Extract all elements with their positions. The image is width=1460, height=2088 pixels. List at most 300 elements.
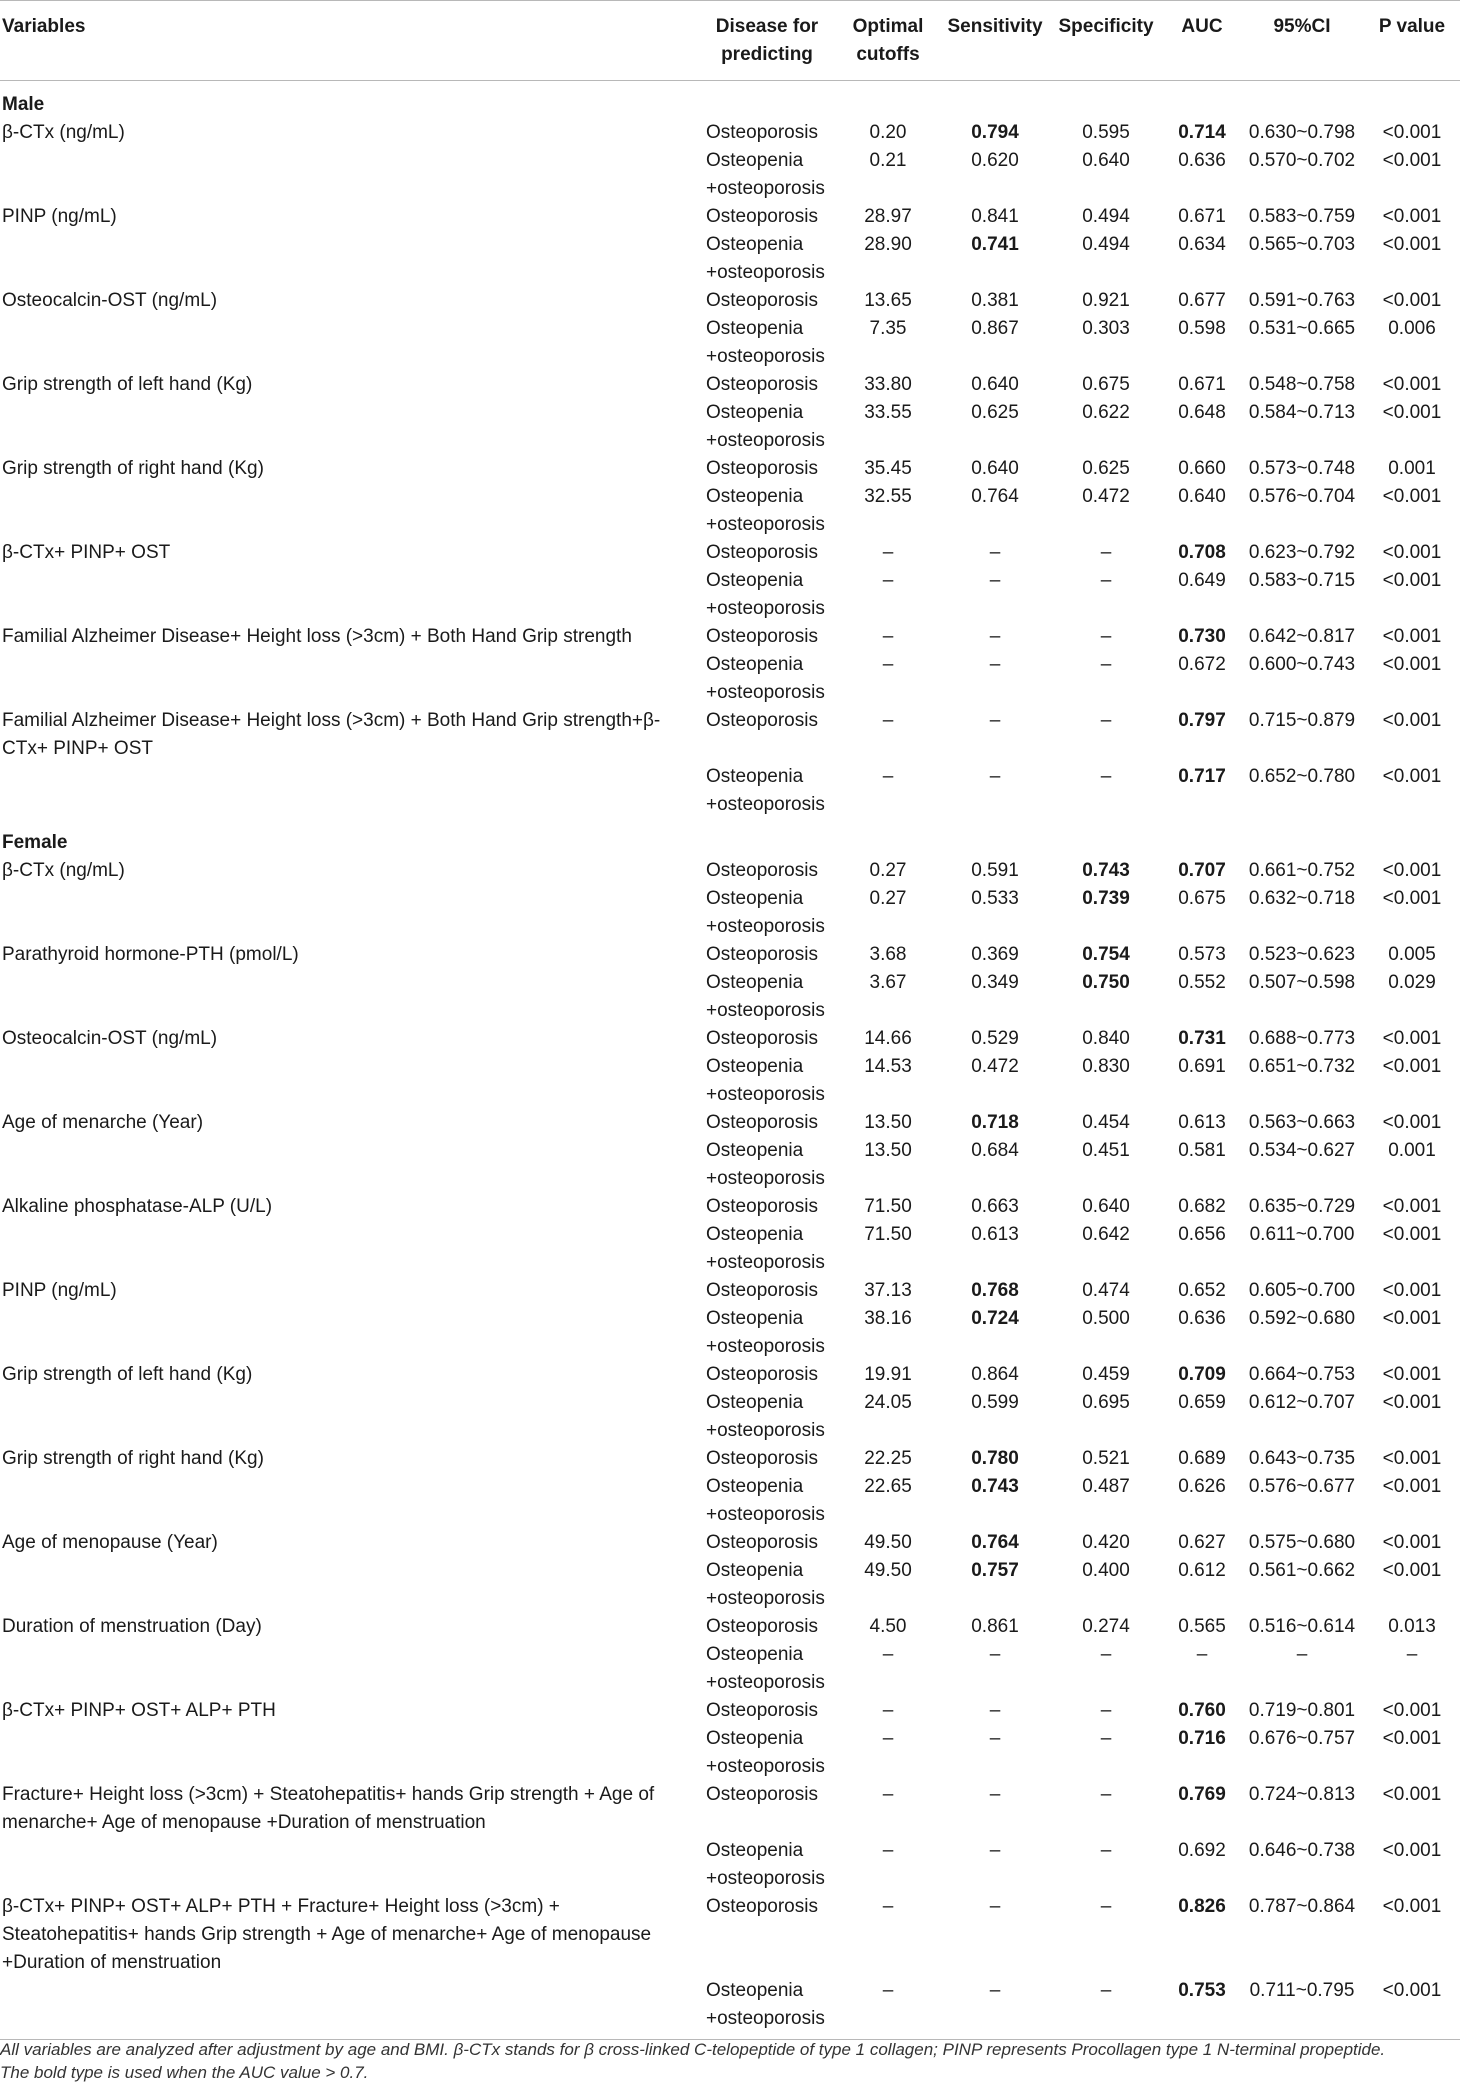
auc-cell: 0.826 (1178, 1896, 1226, 1917)
auc-cell: 0.626 (1178, 1476, 1226, 1497)
auc-cell: 0.671 (1178, 374, 1226, 395)
auc-cell: 0.753 (1164, 1977, 1240, 2040)
table-row (0, 287, 1460, 315)
ci-cell: 0.787~0.864 (1248, 1896, 1356, 1917)
cutoff-cell: 37.13 (864, 1280, 912, 1301)
p-value-cell: 0.013 (1388, 1616, 1436, 1637)
auc-cell: 0.648 (1178, 402, 1226, 423)
variable-cell: Grip strength of right hand (Kg) (2, 1448, 264, 1469)
specificity-cell: 0.472 (1082, 486, 1130, 507)
ci-cell: 0.592~0.680 (1248, 1308, 1356, 1329)
cutoff-cell: – (882, 570, 894, 591)
disease-cell: Osteoporosis (706, 374, 818, 395)
specificity-cell: 0.642 (1082, 1224, 1130, 1245)
sensitivity-cell: 0.861 (971, 1616, 1019, 1637)
ci-cell: 0.584~0.713 (1248, 402, 1356, 423)
cutoff-cell: 32.55 (864, 486, 912, 507)
ci-cell: 0.575~0.680 (1248, 1532, 1356, 1553)
variable-cell (0, 763, 700, 819)
auc-cell: 0.636 (1178, 1308, 1226, 1329)
disease-cell: Osteoporosis (706, 1028, 818, 1049)
ci-cell: 0.635~0.729 (1248, 1196, 1356, 1217)
variable-cell: Grip strength of left hand (Kg) (2, 374, 253, 395)
p-value-cell: <0.001 (1382, 1532, 1442, 1553)
table-row (0, 1361, 1460, 1389)
sensitivity-cell: 0.640 (971, 458, 1019, 479)
variable-cell: β-CTx+ PINP+ OST+ ALP+ PTH (2, 1700, 276, 1721)
table-row (0, 1781, 1460, 1837)
table-row (0, 1445, 1460, 1473)
table-row (0, 1025, 1460, 1053)
sensitivity-cell: 0.864 (971, 1364, 1019, 1385)
specificity-cell: 0.494 (1082, 234, 1130, 255)
disease-cell: Osteopenia +osteoporosis (706, 1140, 825, 1189)
table-row (0, 763, 1460, 819)
variable-cell: PINP (ng/mL) (2, 206, 117, 227)
specificity-cell: 0.454 (1082, 1112, 1130, 1133)
p-value-cell: 0.006 (1388, 318, 1436, 339)
disease-cell: Osteoporosis (706, 1700, 818, 1721)
disease-cell: Osteoporosis (706, 122, 818, 143)
specificity-cell: 0.595 (1082, 122, 1130, 143)
cutoff-cell: 38.16 (864, 1308, 912, 1329)
table-row (0, 567, 1460, 623)
sensitivity-cell: – (989, 626, 1001, 647)
disease-cell: Osteoporosis (706, 458, 818, 479)
sensitivity-cell: – (989, 1700, 1001, 1721)
sensitivity-cell: 0.757 (971, 1560, 1019, 1581)
cutoff-cell: – (882, 1644, 894, 1665)
sensitivity-cell: 0.591 (971, 860, 1019, 881)
cutoff-cell: 22.65 (864, 1476, 912, 1497)
cutoff-cell: 22.25 (864, 1448, 912, 1469)
disease-cell: Osteoporosis (706, 290, 818, 311)
ci-cell: 0.516~0.614 (1248, 1616, 1356, 1637)
disease-cell: Osteopenia +osteoporosis (706, 486, 825, 535)
table-row (0, 203, 1460, 231)
ci-cell: 0.724~0.813 (1248, 1784, 1356, 1805)
p-value-cell: <0.001 (1382, 1028, 1442, 1049)
disease-cell: Osteopenia +osteoporosis (706, 570, 825, 619)
cutoff-cell: 49.50 (864, 1532, 912, 1553)
disease-cell: Osteoporosis (706, 860, 818, 881)
disease-cell: Osteoporosis (706, 944, 818, 965)
specificity-cell: 0.274 (1082, 1616, 1130, 1637)
table-row (0, 1137, 1460, 1193)
auc-cell: 0.760 (1178, 1700, 1226, 1721)
disease-cell: Osteoporosis (706, 1364, 818, 1385)
disease-cell: Osteopenia +osteoporosis (706, 318, 825, 367)
specificity-cell: 0.743 (1082, 860, 1130, 881)
specificity-cell: – (1048, 1977, 1164, 2040)
ci-cell: 0.664~0.753 (1248, 1364, 1356, 1385)
cutoff-cell: – (882, 1896, 894, 1917)
p-value-cell: 0.001 (1388, 458, 1436, 479)
ci-cell: 0.676~0.757 (1248, 1728, 1356, 1749)
cutoff-cell: – (882, 626, 894, 647)
p-value-cell: <0.001 (1382, 1476, 1442, 1497)
variable-cell: Osteocalcin-OST (ng/mL) (2, 290, 218, 311)
variable-cell (0, 399, 700, 455)
table-row (0, 455, 1460, 483)
specificity-cell: 0.739 (1082, 888, 1130, 909)
cutoff-cell: 24.05 (864, 1392, 912, 1413)
specificity-cell: 0.625 (1082, 458, 1130, 479)
variable-cell: Grip strength of left hand (Kg) (2, 1364, 253, 1385)
auc-cell: 0.636 (1178, 150, 1226, 171)
specificity-cell: – (1100, 710, 1112, 731)
ci-cell: 0.612~0.707 (1248, 1392, 1356, 1413)
table-row (0, 1221, 1460, 1277)
variable-cell (0, 1053, 700, 1109)
specificity-cell: 0.400 (1082, 1560, 1130, 1581)
variable-cell: Familial Alzheimer Disease+ Height loss (>3cm) + Both Hand Grip strength (2, 626, 632, 647)
disease-cell: Osteopenia +osteoporosis (706, 1644, 825, 1693)
table-row (0, 1697, 1460, 1725)
p-value-cell: <0.001 (1382, 626, 1442, 647)
specificity-cell: 0.754 (1082, 944, 1130, 965)
specificity-cell: – (1100, 542, 1112, 563)
disease-cell: Osteopenia +osteoporosis (700, 1977, 834, 2040)
table-row (0, 315, 1460, 371)
ci-cell: 0.523~0.623 (1248, 944, 1356, 965)
p-value-cell: <0.001 (1382, 1056, 1442, 1077)
ci-cell: 0.563~0.663 (1248, 1112, 1356, 1133)
auc-cell: 0.565 (1178, 1616, 1226, 1637)
specificity-cell: 0.521 (1082, 1448, 1130, 1469)
cutoff-cell: – (882, 1728, 894, 1749)
variable-cell (0, 1305, 700, 1361)
p-value-cell: <0.001 (1382, 1560, 1442, 1581)
disease-cell: Osteoporosis (706, 1784, 818, 1805)
disease-cell: Osteoporosis (706, 1112, 818, 1133)
header-row (0, 1, 1460, 81)
auc-cell: 0.682 (1178, 1196, 1226, 1217)
disease-cell: Osteoporosis (706, 1532, 818, 1553)
cutoff-cell: 14.53 (864, 1056, 912, 1077)
disease-cell: Osteopenia +osteoporosis (706, 766, 825, 815)
specificity-cell: 0.622 (1082, 402, 1130, 423)
disease-cell: Osteopenia +osteoporosis (706, 888, 825, 937)
specificity-cell: – (1100, 1728, 1112, 1749)
p-value-cell: <0.001 (1382, 1112, 1442, 1133)
sensitivity-cell: 0.684 (971, 1140, 1019, 1161)
sensitivity-cell: – (989, 542, 1001, 563)
cutoff-cell: – (882, 542, 894, 563)
ci-cell: 0.711~0.795 (1240, 1977, 1364, 2040)
sensitivity-cell: – (989, 654, 1001, 675)
cutoff-cell: 13.50 (864, 1112, 912, 1133)
cutoff-cell: 0.21 (869, 150, 907, 171)
auc-cell: 0.714 (1178, 122, 1226, 143)
specificity-cell: – (1100, 1840, 1112, 1861)
sensitivity-cell: – (989, 1896, 1001, 1917)
cutoff-cell: – (882, 1784, 894, 1805)
ci-cell: 0.719~0.801 (1248, 1700, 1356, 1721)
specificity-cell: 0.830 (1082, 1056, 1130, 1077)
sensitivity-cell: 0.369 (971, 944, 1019, 965)
disease-cell: Osteopenia +osteoporosis (706, 1392, 825, 1441)
ci-cell: 0.630~0.798 (1248, 122, 1356, 143)
ci-cell: 0.646~0.738 (1248, 1840, 1356, 1861)
variable-cell (0, 1473, 700, 1529)
table-row (0, 1837, 1460, 1893)
disease-cell: Osteopenia +osteoporosis (706, 1840, 825, 1889)
sensitivity-cell: 0.620 (971, 150, 1019, 171)
auc-cell: 0.652 (1178, 1280, 1226, 1301)
p-value-cell: <0.001 (1382, 1728, 1442, 1749)
variable-cell (0, 1641, 700, 1697)
variable-cell (0, 483, 700, 539)
cutoff-cell: 0.27 (869, 888, 907, 909)
p-value-cell: <0.001 (1382, 570, 1442, 591)
specificity-cell: 0.500 (1082, 1308, 1130, 1329)
specificity-cell: 0.750 (1082, 972, 1130, 993)
variable-cell (0, 969, 700, 1025)
variable-cell: Grip strength of right hand (Kg) (2, 458, 264, 479)
sensitivity-cell: 0.533 (971, 888, 1019, 909)
cutoff-cell: – (882, 654, 894, 675)
table-row (0, 1977, 1460, 2040)
cutoff-cell: 3.67 (869, 972, 907, 993)
table-row (0, 231, 1460, 287)
cutoff-cell: 28.90 (864, 234, 912, 255)
cutoff-cell: – (834, 1977, 942, 2040)
p-value-cell: 0.005 (1388, 944, 1436, 965)
p-value-cell: <0.001 (1382, 290, 1442, 311)
auc-cell: 0.675 (1178, 888, 1226, 909)
p-value-cell: <0.001 (1382, 1196, 1442, 1217)
variable-cell: Fracture+ Height loss (>3cm) + Steatohepatitis+ hands Grip strength + Age of menarche+ Age of menopause +Duration of menstruation (2, 1784, 655, 1833)
auc-cell: 0.677 (1178, 290, 1226, 311)
p-value-cell: <0.001 (1382, 206, 1442, 227)
specificity-cell: 0.921 (1082, 290, 1130, 311)
sensitivity-cell: – (989, 710, 1001, 731)
ci-cell: 0.583~0.715 (1248, 570, 1356, 591)
cutoff-cell: 0.27 (869, 860, 907, 881)
cutoff-cell: 4.50 (869, 1616, 907, 1637)
p-value-cell: <0.001 (1382, 486, 1442, 507)
auc-cell: 0.769 (1178, 1784, 1226, 1805)
ci-cell: 0.623~0.792 (1248, 542, 1356, 563)
sensitivity-cell: 0.381 (971, 290, 1019, 311)
table-row (0, 969, 1460, 1025)
table-row (0, 1277, 1460, 1305)
ci-cell: 0.661~0.752 (1248, 860, 1356, 881)
sensitivity-cell: 0.349 (971, 972, 1019, 993)
p-value-cell: 0.029 (1388, 972, 1436, 993)
specificity-cell: 0.420 (1082, 1532, 1130, 1553)
p-value-cell: <0.001 (1382, 1896, 1442, 1917)
sensitivity-cell: – (989, 1840, 1001, 1861)
variable-cell (0, 315, 700, 371)
cutoff-cell: 33.80 (864, 374, 912, 395)
p-value-cell: <0.001 (1382, 1308, 1442, 1329)
p-value-cell: <0.001 (1382, 374, 1442, 395)
ci-cell: 0.642~0.817 (1248, 626, 1356, 647)
sensitivity-cell: 0.768 (971, 1280, 1019, 1301)
variable-cell (0, 885, 700, 941)
cutoff-cell: – (882, 710, 894, 731)
disease-cell: Osteopenia +osteoporosis (706, 1560, 825, 1609)
disease-cell: Osteopenia +osteoporosis (706, 1308, 825, 1357)
section-header-row (0, 81, 1460, 120)
table-row (0, 1529, 1460, 1557)
sensitivity-cell: 0.794 (971, 122, 1019, 143)
ci-cell: 0.576~0.704 (1248, 486, 1356, 507)
ci-cell: 0.688~0.773 (1248, 1028, 1356, 1049)
specificity-cell: 0.695 (1082, 1392, 1130, 1413)
cutoff-cell: 33.55 (864, 402, 912, 423)
disease-cell: Osteoporosis (706, 542, 818, 563)
specificity-cell: – (1100, 766, 1112, 787)
variable-cell: β-CTx (ng/mL) (2, 860, 125, 881)
cutoff-cell: – (882, 766, 894, 787)
sensitivity-cell: 0.743 (971, 1476, 1019, 1497)
sensitivity-cell: 0.764 (971, 1532, 1019, 1553)
header-cell: P value (1364, 1, 1460, 81)
auc-cell: 0.659 (1178, 1392, 1226, 1413)
sensitivity-cell: 0.640 (971, 374, 1019, 395)
sensitivity-cell: – (942, 1977, 1048, 2040)
table-row (0, 1473, 1460, 1529)
section-header-row (0, 819, 1460, 857)
auc-cell: 0.573 (1178, 944, 1226, 965)
table-row (0, 1193, 1460, 1221)
p-value-cell: <0.001 (1382, 122, 1442, 143)
p-value-cell: <0.001 (1382, 1448, 1442, 1469)
disease-cell: Osteoporosis (706, 710, 818, 731)
sensitivity-cell: 0.625 (971, 402, 1019, 423)
table-row (0, 399, 1460, 455)
ci-cell: 0.632~0.718 (1248, 888, 1356, 909)
p-value-cell: <0.001 (1382, 542, 1442, 563)
sensitivity-cell: 0.724 (971, 1308, 1019, 1329)
auc-cell: 0.797 (1178, 710, 1226, 731)
disease-cell: Osteoporosis (706, 206, 818, 227)
cutoff-cell: 71.50 (864, 1224, 912, 1245)
p-value-cell: <0.001 (1382, 1392, 1442, 1413)
specificity-cell: 0.640 (1082, 1196, 1130, 1217)
ci-cell: 0.570~0.702 (1248, 150, 1356, 171)
specificity-cell: 0.451 (1082, 1140, 1130, 1161)
ci-cell: 0.643~0.735 (1248, 1448, 1356, 1469)
specificity-cell: 0.487 (1082, 1476, 1130, 1497)
p-value-cell: <0.001 (1382, 234, 1442, 255)
p-value-cell: <0.001 (1382, 150, 1442, 171)
p-value-cell: <0.001 (1382, 888, 1442, 909)
specificity-cell: 0.840 (1082, 1028, 1130, 1049)
table-row (0, 941, 1460, 969)
p-value-cell: <0.001 (1382, 1280, 1442, 1301)
table-row (0, 1893, 1460, 1977)
specificity-cell: – (1100, 1784, 1112, 1805)
cutoff-cell: 49.50 (864, 1560, 912, 1581)
table-row (0, 1613, 1460, 1641)
table-row (0, 1389, 1460, 1445)
auc-cell: 0.627 (1178, 1532, 1226, 1553)
header-cell: 95%CI (1240, 1, 1364, 81)
disease-cell: Osteopenia +osteoporosis (706, 1476, 825, 1525)
cutoff-cell: 7.35 (869, 318, 907, 339)
specificity-cell: 0.303 (1082, 318, 1130, 339)
auc-cell: 0.672 (1178, 654, 1226, 675)
ci-cell: – (1296, 1644, 1308, 1665)
ci-cell: 0.576~0.677 (1248, 1476, 1356, 1497)
specificity-cell: 0.494 (1082, 206, 1130, 227)
table-row (0, 623, 1460, 651)
variable-cell (0, 147, 700, 203)
table-row (0, 1109, 1460, 1137)
specificity-cell: – (1100, 654, 1112, 675)
variable-cell (0, 567, 700, 623)
auc-cell: 0.707 (1178, 860, 1226, 881)
auc-cell: 0.717 (1178, 766, 1226, 787)
variable-cell: Age of menarche (Year) (2, 1112, 204, 1133)
sensitivity-cell: 0.529 (971, 1028, 1019, 1049)
cutoff-cell: 14.66 (864, 1028, 912, 1049)
sensitivity-cell: – (989, 1784, 1001, 1805)
section-title: Female (2, 832, 68, 853)
ci-cell: 0.715~0.879 (1248, 710, 1356, 731)
disease-cell: Osteopenia +osteoporosis (706, 1224, 825, 1273)
ci-cell: 0.561~0.662 (1248, 1560, 1356, 1581)
sensitivity-cell: 0.472 (971, 1056, 1019, 1077)
auc-cell: 0.660 (1178, 458, 1226, 479)
p-value-cell: <0.001 (1364, 1977, 1460, 2040)
ci-cell: 0.534~0.627 (1248, 1140, 1356, 1161)
variable-cell: Duration of menstruation (Day) (2, 1616, 262, 1637)
auc-cell: 0.598 (1178, 318, 1226, 339)
sensitivity-cell: – (989, 570, 1001, 591)
auc-cell: 0.709 (1178, 1364, 1226, 1385)
disease-cell: Osteoporosis (706, 1896, 818, 1917)
variable-cell: Osteocalcin-OST (ng/mL) (2, 1028, 218, 1049)
variable-cell: Parathyroid hormone-PTH (pmol/L) (2, 944, 299, 965)
ci-cell: 0.507~0.598 (1248, 972, 1356, 993)
disease-cell: Osteopenia +osteoporosis (706, 150, 825, 199)
specificity-cell: – (1100, 1644, 1112, 1665)
variable-cell: β-CTx (ng/mL) (2, 122, 125, 143)
specificity-cell: 0.675 (1082, 374, 1130, 395)
table-row (0, 1641, 1460, 1697)
p-value-cell: <0.001 (1382, 1224, 1442, 1245)
sensitivity-cell: 0.741 (971, 234, 1019, 255)
variable-cell (0, 1725, 700, 1781)
variable-cell: Familial Alzheimer Disease+ Height loss (>3cm) + Both Hand Grip strength+β-CTx+ PINP+ OST (2, 710, 661, 759)
table-row (0, 483, 1460, 539)
sensitivity-cell: 0.663 (971, 1196, 1019, 1217)
disease-cell: Osteopenia +osteoporosis (706, 402, 825, 451)
cutoff-cell: – (882, 1700, 894, 1721)
disease-cell: Osteoporosis (706, 1196, 818, 1217)
sensitivity-cell: – (989, 1644, 1001, 1665)
section-title: Male (2, 94, 45, 115)
p-value-cell: <0.001 (1382, 860, 1442, 881)
table-body (0, 81, 1460, 2040)
disease-cell: Osteoporosis (706, 1280, 818, 1301)
p-value-cell: <0.001 (1382, 766, 1442, 787)
ci-cell: 0.591~0.763 (1248, 290, 1356, 311)
header-cell: Disease for predicting (700, 1, 834, 81)
auc-cell: 0.613 (1178, 1112, 1226, 1133)
auc-cell: 0.692 (1178, 1840, 1226, 1861)
sensitivity-cell: 0.718 (971, 1112, 1019, 1133)
table-row (0, 539, 1460, 567)
cutoff-cell: – (882, 1840, 894, 1861)
auc-cell: 0.731 (1178, 1028, 1226, 1049)
cutoff-cell: 3.68 (869, 944, 907, 965)
